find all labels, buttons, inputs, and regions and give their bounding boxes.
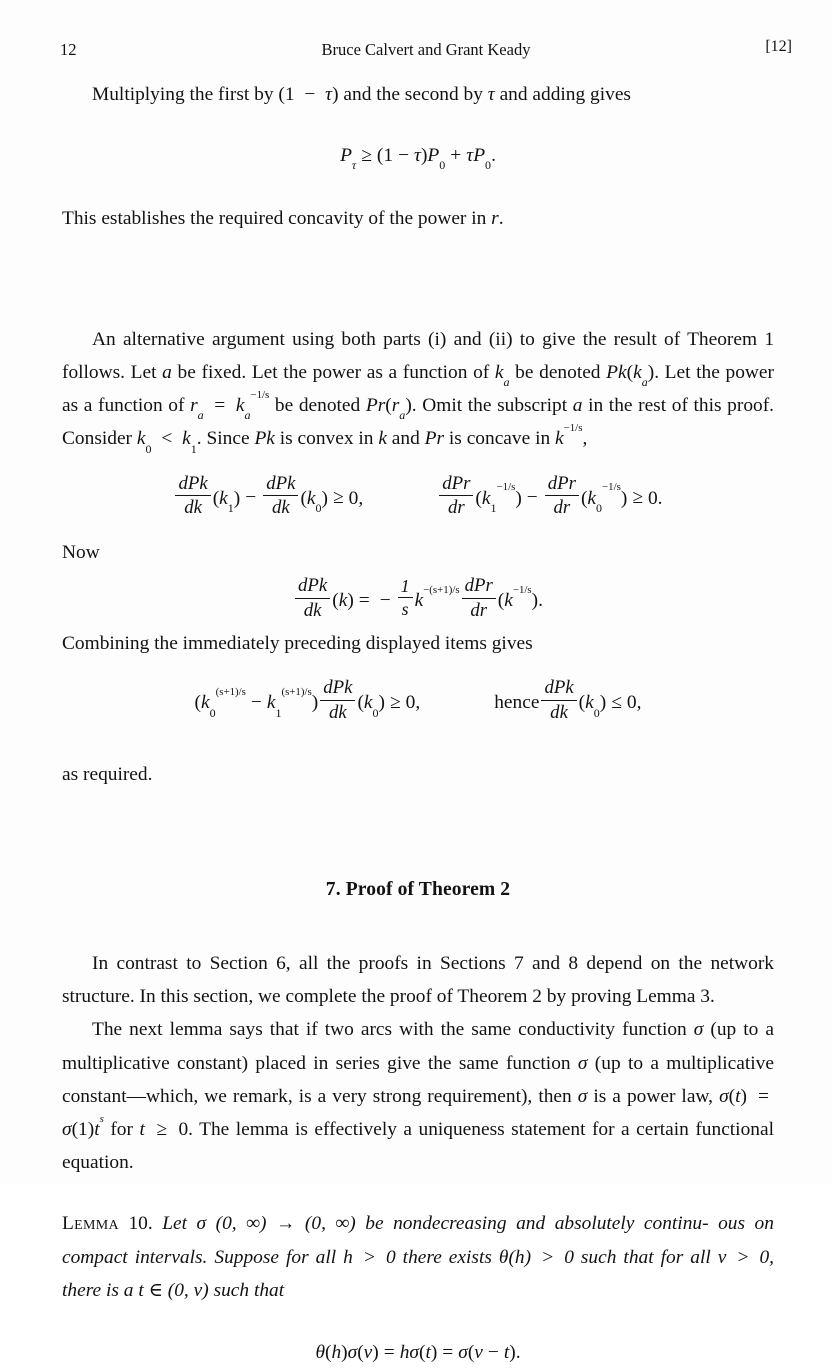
theta-symbol: θ — [498, 1246, 509, 1268]
fraction-dPk-dk: $\frac{\text{dPk}}{dk}$ — [175, 473, 210, 519]
equation-left-dPk: $\frac{\text{dPk}}{dk}$ $(k_1)$ − $\frac{\text{dPk}}{dk}$ $(k_0) \ge 0$, — [173, 473, 363, 519]
equation-left-k-difference: $(k_0^{(s+1)/s}- k_1^{(s+1)/s})$ $\frac{\text{dPk}}{dk}$ $(k_0) \ge 0$, — [194, 677, 421, 724]
fraction-dPk-dk-4: $\frac{\text{dPk}}{dk}$ — [320, 677, 355, 723]
paragraph-next-lemma: The next lemma says that if two arcs with the same conductivity function σ (up to a multiplicative constant) placed in series give the same function σ (up to a multiplicative constant—which, we remark, is a very strong requirement), then σ is a power law, $\sigma(t) = \sigma(1)t^s$ for t ≥ 0. The lemma is effectively a uniqueness statement for a certain functional equation. — [62, 1019, 774, 1174]
running-head-authors: Bruce Calvert and Grant Keady — [321, 40, 531, 59]
paragraph-this-establishes: This establishes the required concavity of the power in r. — [62, 207, 504, 229]
lemma-statement: Lemma 10. Let σ (0, ∞) → (0, ∞) be nondecreasing and absolutely continu- ous on compact intervals. Suppose for all h > 0 there exists θ(h) > 0 such that for all v > 0, there is a t ∈ (0, v) such that — [62, 1213, 775, 1302]
equation-combined-result — [62, 671, 774, 729]
infinity-symbol: ∞ — [246, 1213, 261, 1235]
equation-derivative-inequalities — [62, 467, 774, 525]
fraction-dPk-dk-2: $\frac{\text{dPk}}{dk}$ — [263, 473, 298, 519]
fraction-dPr-dr: $\frac{\text{dPr}}{dr}$ — [439, 473, 473, 519]
sigma-symbol-lemma: σ — [196, 1213, 207, 1235]
spacer — [62, 456, 774, 467]
bracket-marker: [12] — [765, 38, 792, 55]
paragraph-in-contrast: In contrast to Section 6, all the proofs in Sections 7 and 8 depend on the network structure. In this section, we complete the proof of Theorem 2 by proving Lemma 3. — [62, 952, 774, 1008]
spacer — [62, 901, 774, 947]
arrow-right-icon: → — [276, 1213, 296, 1235]
paragraph-multiplying: Multiplying the first by (1 − τ) and the second by τ and adding gives — [92, 84, 631, 105]
paragraph-now: Now — [62, 541, 100, 563]
equation-dPk-chain-rule: $\frac{\text{dPk}}{dk}$ (k) = − $\frac{1}{s}$ $k^{-(s+1)/s}$ $\frac{\text{dPr}}{dr}$ $(k^{-1/s})$. — [62, 569, 774, 627]
paragraph-as-required: as required. — [62, 763, 153, 785]
spacer — [62, 851, 774, 879]
spacer — [62, 235, 774, 295]
fraction-dPk-dk-3: $\frac{\text{dPk}}{dk}$ — [295, 575, 330, 621]
equation-functional: θ(h)σ(v) = hσ(t) = σ(v − t). — [315, 1341, 521, 1363]
page-number: 12 — [60, 40, 77, 59]
spacer — [62, 660, 774, 671]
spacer — [62, 730, 774, 758]
fraction-dPr-dr-2: $\frac{\text{dPr}}{dr}$ — [545, 473, 579, 519]
spacer — [62, 1308, 774, 1336]
fraction-dPr-dr-3: $\frac{\text{dPr}}{dr}$ — [462, 575, 496, 621]
equation-right-hence: hence $\frac{\text{dPk}}{dk}$ $(k_0) \le 0$, — [494, 677, 642, 724]
spacer — [62, 295, 774, 323]
running-head — [60, 40, 792, 62]
paragraph-combining: Combining the immediately preceding displayed items gives — [62, 633, 533, 655]
spacer — [62, 1179, 774, 1207]
element-of-icon: ∈ — [148, 1280, 163, 1302]
fraction-one-over-s: $\frac{1}{s}$ — [398, 576, 413, 620]
equation-power-concavity: $P_\tau \ge (1 - \tau)P_0 + \tau P_0$. — [340, 145, 496, 173]
fraction-dPk-dk-5: $\frac{\text{dPk}}{dk}$ — [541, 677, 576, 723]
lemma-label: Lemma — [62, 1213, 119, 1235]
spacer — [62, 111, 774, 139]
minus-sign: − — [304, 84, 316, 105]
sigma-symbol: σ — [693, 1019, 704, 1041]
tau-symbol: τ — [325, 84, 333, 105]
tau-symbol-2: τ — [487, 84, 495, 105]
spacer — [62, 174, 774, 202]
paragraph-alternative-argument: An alternative argument using both parts (i) and (ii) to give the result of Theorem 1 follows. Let a be fixed. Let the power as a function of $k_a$ be denoted $Pk(k_a)$. Let the power as a function of $r_a = k_a^{-1/s}$ be denoted $Pr(r_a)$. Omit the subscript a in the rest of this proof. Consider $k_0 < k_1$. Since Pk is convex in k and Pr is concave in $k^{-1/s}$, — [62, 328, 775, 456]
equation-right-dPr: $\frac{\text{dPr}}{dr}$ $(k_1^{-1/s})$ − $\frac{\text{dPr}}{dr}$ $(k_0^{-1/s}) \ge 0$. — [437, 473, 662, 519]
spacer — [62, 525, 774, 536]
spacer — [62, 791, 774, 851]
page-body — [62, 78, 774, 1370]
section-heading: 7. Proof of Theorem 2 — [325, 878, 511, 900]
lemma-number: 10. — [128, 1213, 153, 1235]
